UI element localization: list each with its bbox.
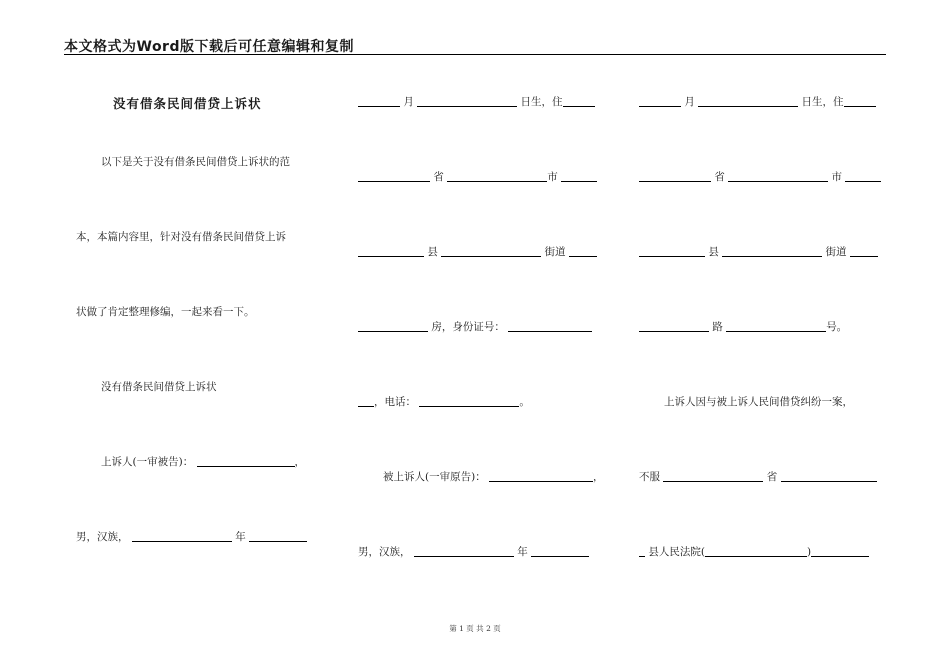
birth-month-blank[interactable] <box>249 530 307 542</box>
street-after-blank[interactable] <box>569 245 597 257</box>
appellee-gender-line <box>358 544 589 559</box>
gender-ethnicity-2: 男，汉族， <box>358 546 411 558</box>
intro-line-2: 本，本篇内容里，针对没有借条民间借贷上诉 <box>76 231 286 243</box>
section-subtitle: 没有借条民间借贷上诉状 <box>101 381 217 393</box>
residence-blank-3[interactable] <box>844 95 876 107</box>
county-blank-3[interactable] <box>639 245 705 257</box>
year-label-2: 年 <box>517 546 528 558</box>
court-line <box>639 544 869 559</box>
street-blank-3[interactable] <box>722 245 822 257</box>
document-header: 本文格式为Word版下载后可任意编辑和复制 <box>64 39 354 55</box>
document-title: 没有借条民间借贷上诉状 <box>113 96 262 111</box>
street-after-blank-3[interactable] <box>850 245 878 257</box>
month-label: 月 <box>403 96 414 108</box>
county-label-3: 县 <box>708 246 719 258</box>
road-number-blank[interactable] <box>726 320 826 332</box>
court-paren: ) <box>806 546 812 558</box>
reject-blank[interactable] <box>663 470 763 482</box>
gender-ethnicity: 男，汉族， <box>76 531 129 543</box>
province-label: 省 <box>433 171 444 183</box>
phone-end: 。 <box>519 396 530 408</box>
intro-line-1: 以下是关于没有借条民间借贷上诉状的范 <box>101 156 290 168</box>
appellant-gender-line <box>76 529 307 544</box>
reject-label: 不服 <box>639 471 660 483</box>
appellee-end: ， <box>593 471 604 483</box>
appellant-line <box>101 454 305 469</box>
appellant-name-blank[interactable] <box>197 455 295 467</box>
birth-residence-line-3 <box>639 94 876 109</box>
day-blank[interactable] <box>417 95 517 107</box>
page-total: 2 <box>486 624 491 633</box>
city-label: 市 <box>547 171 558 183</box>
column-3 <box>639 60 884 630</box>
birth-residence-line <box>358 94 595 109</box>
appellee-line <box>383 469 604 484</box>
street-label: 街道 <box>544 246 566 258</box>
month-blank-3[interactable] <box>639 95 681 107</box>
month-blank[interactable] <box>358 95 400 107</box>
year-label: 年 <box>235 531 246 543</box>
phone-blank[interactable] <box>419 395 519 407</box>
header-rule <box>64 54 886 55</box>
room-blank[interactable] <box>358 320 428 332</box>
road-number-line <box>639 319 847 334</box>
column-1 <box>76 60 321 630</box>
page-current: 1 <box>459 624 464 633</box>
province-label-3: 省 <box>714 171 725 183</box>
room-id-line <box>358 319 592 334</box>
residence-blank[interactable] <box>563 95 595 107</box>
page-suffix: 页 <box>493 624 501 633</box>
city-after-blank[interactable] <box>561 170 597 182</box>
appellee-label: 被上诉人(一审原告)： <box>383 471 486 483</box>
province-city-line <box>358 169 597 184</box>
appellant-label: 上诉人(一审被告)： <box>101 456 194 468</box>
court-case-blank[interactable] <box>705 545 807 557</box>
province-blank-3[interactable] <box>639 170 711 182</box>
court-after-blank[interactable] <box>811 545 869 557</box>
county-blank[interactable] <box>358 245 424 257</box>
reject-province-blank[interactable] <box>781 470 877 482</box>
province-blank[interactable] <box>358 170 430 182</box>
number-label: 号。 <box>826 321 848 333</box>
road-label: 路 <box>712 321 723 333</box>
city-blank-3[interactable] <box>728 170 828 182</box>
phone-line <box>358 394 530 409</box>
city-after-blank-3[interactable] <box>845 170 881 182</box>
county-label: 县 <box>427 246 438 258</box>
case-description: 上诉人因与被上诉人民间借贷纠纷一案， <box>664 396 853 408</box>
page-prefix: 第 <box>449 624 457 633</box>
id-number-blank[interactable] <box>508 320 592 332</box>
province-city-line-3 <box>639 169 881 184</box>
birth-month-blank-2[interactable] <box>531 545 589 557</box>
appellant-end: ， <box>294 456 306 468</box>
page-mid: 页 共 <box>466 624 484 633</box>
city-label-3: 市 <box>831 171 843 183</box>
province-label-4: 省 <box>766 471 778 483</box>
court-lead-blank[interactable] <box>639 545 645 557</box>
appellee-name-blank[interactable] <box>489 470 593 482</box>
born-live-label-3: 日生，住 <box>801 96 844 108</box>
column-2 <box>358 60 603 630</box>
birth-year-blank[interactable] <box>132 530 232 542</box>
day-blank-3[interactable] <box>698 95 798 107</box>
court-label: 县人民法院( <box>648 546 705 558</box>
phone-label: ，电话： <box>374 396 416 408</box>
page-footer <box>0 623 950 634</box>
month-label-3: 月 <box>684 96 695 108</box>
county-street-line-3 <box>639 244 878 259</box>
street-label-3: 街道 <box>825 246 847 258</box>
phone-lead-blank[interactable] <box>358 395 374 407</box>
city-blank[interactable] <box>447 170 547 182</box>
county-street-line <box>358 244 597 259</box>
birth-year-blank-2[interactable] <box>414 545 514 557</box>
room-id-label: 房，身份证号： <box>431 321 505 333</box>
reject-line <box>639 469 877 484</box>
intro-line-3: 状做了肯定整理修编，一起来看一下。 <box>76 306 255 318</box>
street-blank[interactable] <box>441 245 541 257</box>
road-lead-blank[interactable] <box>639 320 709 332</box>
born-live-label: 日生，住 <box>520 96 563 108</box>
